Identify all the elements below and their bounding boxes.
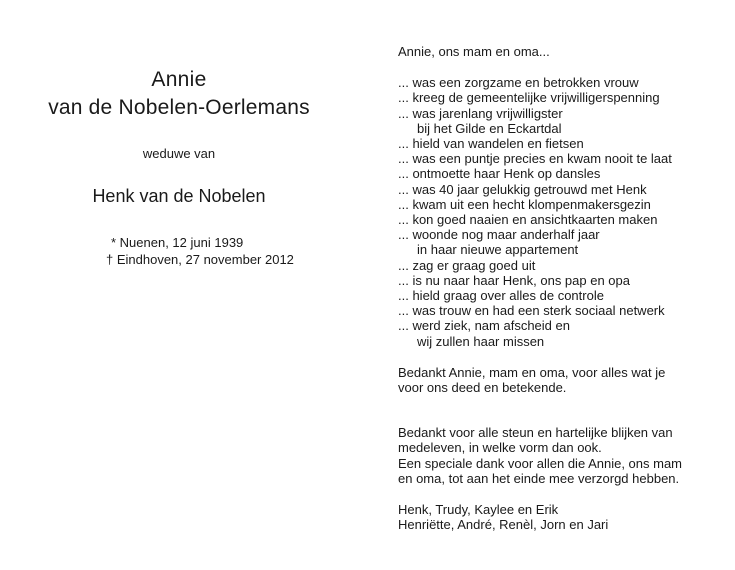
- thanks-for-support: [398, 425, 718, 486]
- thanks-line: Bedankt Annie, mam en oma, voor alles wat je: [398, 364, 666, 380]
- birth-line: * Nuenen, 12 juni 1939: [111, 235, 244, 250]
- deceased-full-name: van de Nobelen-Oerlemans: [48, 96, 310, 119]
- tribute-line: in haar nieuwe appartement: [417, 242, 579, 258]
- tribute-line: ... was trouw en had een sterk sociaal netwerk: [398, 303, 665, 319]
- tribute-line: bij het Gilde en Eckartdal: [417, 120, 562, 136]
- tribute-line: ... is nu naar haar Henk, ons pap en opa: [398, 272, 630, 288]
- thanks-to-annie: [398, 365, 718, 395]
- tribute-line: wij zullen haar missen: [417, 333, 545, 349]
- family-signatures: [398, 502, 718, 532]
- left-panel: [0, 0, 360, 570]
- right-panel: [398, 44, 718, 532]
- intro-line: Annie, ons mam en oma...: [398, 44, 550, 59]
- signature-line: Henk, Trudy, Kaylee en Erik: [398, 502, 559, 518]
- thanks-line: voor ons deed en betekende.: [398, 380, 567, 396]
- thanks-line: medeleven, in welke vorm dan ook.: [398, 440, 602, 456]
- tribute-line: ... werd ziek, nam afscheid en: [398, 318, 570, 334]
- tribute-line: ... ontmoette haar Henk op dansles: [398, 166, 601, 182]
- tribute-line: ... kreeg de gemeentelijke vrijwilligerspenning: [398, 90, 660, 106]
- tribute-line: ... kon goed naaien en ansichtkaarten maken: [398, 212, 658, 228]
- tribute-line: ... was 40 jaar gelukkig getrouwd met Henk: [398, 181, 647, 197]
- tribute-line: ... zag er graag goed uit: [398, 257, 536, 273]
- life-dates: [106, 234, 294, 268]
- thanks-line: en oma, tot aan het einde mee verzorgd hebben.: [398, 470, 680, 486]
- tribute-line: ... was jarenlang vrijwilligster: [398, 105, 563, 121]
- tribute-line: ... was een zorgzame en betrokken vrouw: [398, 75, 639, 91]
- deceased-first-name: Annie: [151, 68, 207, 91]
- tribute-line: ... hield van wandelen en fietsen: [398, 136, 584, 152]
- thanks-line: Bedankt voor alle steun en hartelijke blijken van: [398, 425, 673, 441]
- husband-name: Henk van de Nobelen: [92, 186, 266, 206]
- tribute-line: ... woonde nog maar anderhalf jaar: [398, 227, 600, 243]
- tribute-line: ... hield graag over alles de controle: [398, 288, 604, 304]
- widow-of-label: weduwe van: [142, 146, 216, 161]
- signature-line: Henriëtte, André, Renèl, Jorn en Jari: [398, 517, 609, 533]
- tribute-line: ... was een puntje precies en kwam nooit te laat: [398, 151, 672, 167]
- tribute-list: [398, 75, 718, 349]
- tribute-line: ... kwam uit een hecht klompenmakersgezin: [398, 196, 651, 212]
- death-line: † Eindhoven, 27 november 2012: [106, 252, 294, 267]
- thanks-line: Een speciale dank voor allen die Annie, ons mam: [398, 455, 683, 471]
